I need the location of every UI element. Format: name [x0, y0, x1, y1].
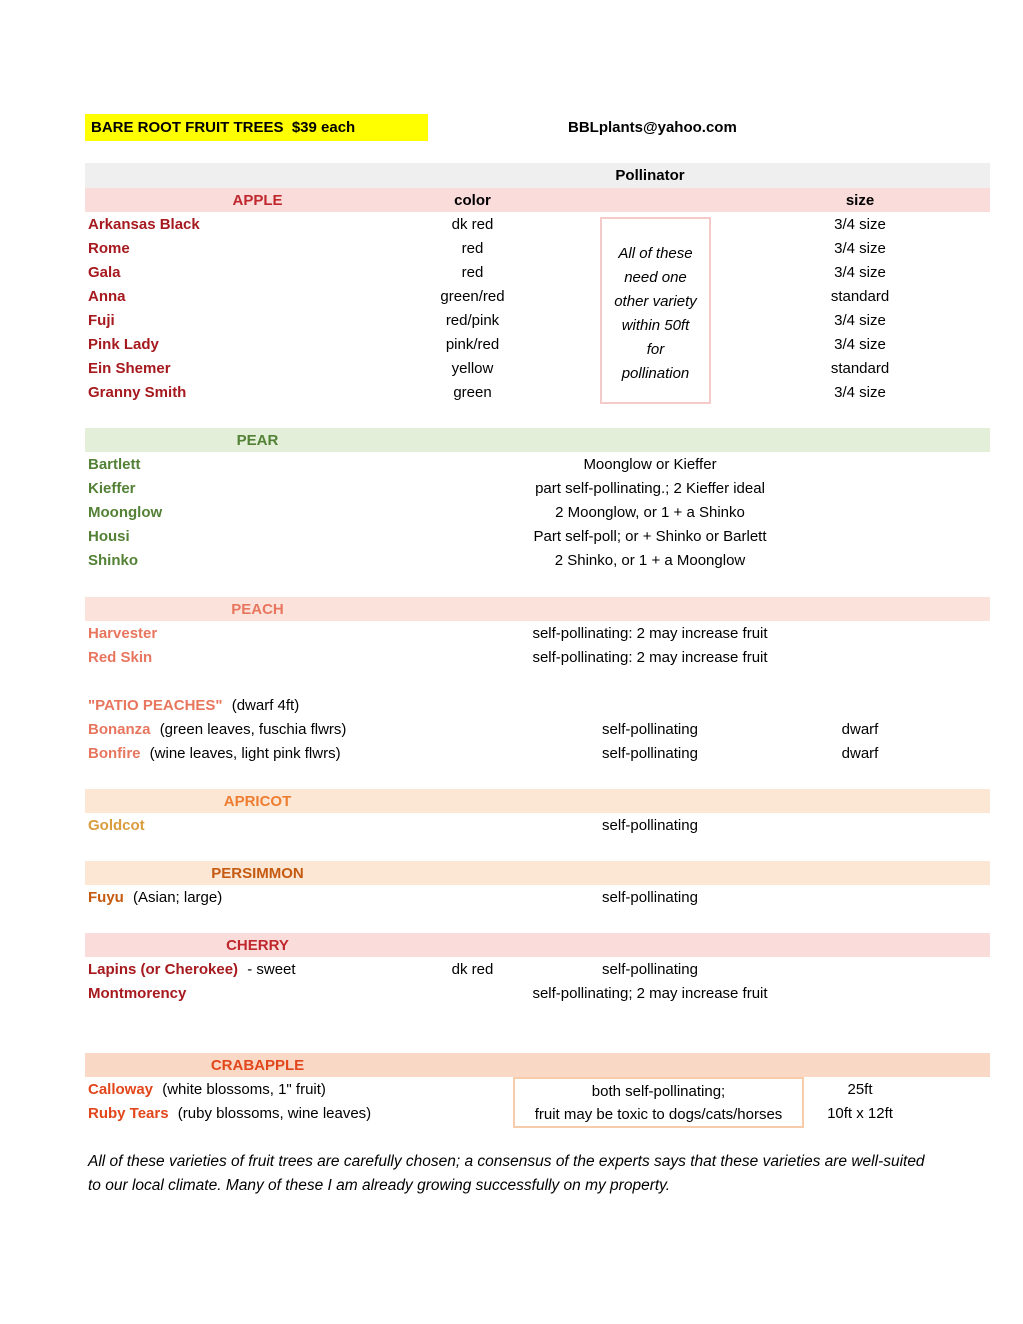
note-line: need one	[624, 269, 687, 286]
variety-name: Granny Smith	[88, 383, 187, 401]
table-row	[85, 741, 990, 765]
variety-name: Fuyu	[88, 888, 124, 906]
table-row	[85, 284, 990, 308]
section-header-apple	[85, 188, 990, 212]
variety-pollinator: self-pollinating	[602, 744, 698, 762]
table-row	[85, 621, 990, 645]
variety-pollinator: self-pollinating: 2 may increase fruit	[532, 624, 768, 642]
note-line: for	[646, 341, 665, 358]
section-header-cherry	[85, 933, 990, 957]
variety-color: dk red	[451, 215, 494, 233]
table-row	[85, 981, 990, 1005]
cherry-section-label: CHERRY	[226, 936, 289, 954]
variety-size: standard	[830, 287, 890, 305]
variety-pollinator: 2 Moonglow, or 1 + a Shinko	[555, 503, 745, 521]
variety-name: Bartlett	[88, 455, 141, 473]
variety-description: - sweet	[247, 960, 296, 978]
variety-pollinator: 2 Shinko, or 1 + a Moonglow	[554, 551, 746, 569]
pollination-note-box	[600, 217, 711, 404]
table-row	[85, 717, 990, 741]
patio-peaches-title: "PATIO PEACHES"	[88, 696, 223, 714]
pear-rows	[85, 452, 990, 572]
variety-pollinator: self-pollinating: 2 may increase fruit	[532, 648, 768, 666]
variety-color: pink/red	[445, 335, 500, 353]
apple-section-label: APPLE	[232, 191, 283, 209]
variety-name: Pink Lady	[88, 335, 159, 353]
section-header-crabapple	[85, 1053, 990, 1077]
table-row	[85, 500, 990, 524]
table-row	[85, 957, 990, 981]
table-row	[85, 260, 990, 284]
persimmon-section-label: PERSIMMON	[211, 864, 304, 882]
apple-rows	[85, 212, 990, 404]
table-row	[85, 212, 990, 236]
variety-pollinator: self-pollinating	[602, 720, 698, 738]
table-row	[85, 452, 990, 476]
table-row	[85, 476, 990, 500]
variety-pollinator: Part self-poll; or + Shinko or Barlett	[533, 527, 767, 545]
variety-description: (green leaves, fuschia flwrs)	[159, 720, 347, 738]
variety-pollinator: self-pollinating	[602, 816, 698, 834]
table-row	[85, 236, 990, 260]
section-header-apricot	[85, 789, 990, 813]
variety-name: Fuji	[88, 311, 115, 329]
variety-pollinator: Moonglow or Kieffer	[583, 455, 717, 473]
variety-name: Rome	[88, 239, 130, 257]
variety-name: Housi	[88, 527, 130, 545]
variety-size: 3/4 size	[834, 335, 886, 353]
crabapple-section-label: CRABAPPLE	[210, 1056, 305, 1074]
note-line: within 50ft	[621, 317, 690, 334]
variety-size: 3/4 size	[834, 383, 886, 401]
variety-name: Anna	[88, 287, 126, 305]
variety-size: dwarf	[841, 744, 879, 762]
note-line: other variety	[614, 293, 697, 310]
persimmon-rows	[85, 885, 990, 909]
color-column-header: color	[454, 191, 491, 209]
document-title: BARE ROOT FRUIT TREES $39 each	[85, 114, 428, 141]
variety-color: green/red	[440, 287, 505, 305]
crabapple-note-box	[513, 1077, 804, 1128]
variety-color: red	[461, 263, 484, 281]
variety-pollinator: part self-pollinating.; 2 Kieffer ideal	[535, 479, 765, 497]
note-line: All of these	[618, 245, 693, 262]
note-line: fruit may be toxic to dogs/cats/horses	[534, 1106, 783, 1123]
pollinator-column-header: Pollinator	[615, 167, 685, 184]
peach-rows	[85, 621, 990, 765]
variety-size: 3/4 size	[834, 311, 886, 329]
table-row	[85, 308, 990, 332]
variety-pollinator: self-pollinating	[602, 888, 698, 906]
variety-color: red	[461, 239, 484, 257]
variety-size: standard	[830, 359, 890, 377]
fruit-tree-table	[85, 163, 990, 1125]
peach-section-label: PEACH	[231, 600, 284, 618]
apricot-rows	[85, 813, 990, 837]
variety-description: (white blossoms, 1" fruit)	[162, 1080, 326, 1098]
section-header-persimmon	[85, 861, 990, 885]
variety-color: green	[453, 383, 492, 401]
variety-name: Moonglow	[88, 503, 163, 521]
variety-name: Ein Shemer	[88, 359, 171, 377]
variety-pollinator: self-pollinating; 2 may increase fruit	[532, 984, 768, 1002]
contact-email: BBLplants@yahoo.com	[568, 119, 737, 136]
variety-description: (ruby blossoms, wine leaves)	[177, 1104, 372, 1122]
crabapple-rows	[85, 1077, 990, 1125]
variety-size: 25ft	[847, 1080, 873, 1098]
note-line: pollination	[621, 365, 690, 382]
section-header-peach	[85, 597, 990, 621]
variety-name: Montmorency	[88, 984, 187, 1002]
table-row	[85, 380, 990, 404]
variety-name: Red Skin	[88, 648, 153, 666]
cherry-rows	[85, 957, 990, 1005]
variety-name: Shinko	[88, 551, 139, 569]
table-row	[85, 356, 990, 380]
footer-note: All of these varieties of fruit trees are carefully chosen; a consensus of the experts says that these varieties are well-suited to our local climate. Many of these I am already growing successfully on my property.	[88, 1153, 925, 1194]
variety-description: (wine leaves, light pink flwrs)	[149, 744, 341, 762]
variety-size: 3/4 size	[834, 215, 886, 233]
patio-peaches-note: (dwarf 4ft)	[231, 696, 300, 714]
variety-description: (Asian; large)	[133, 888, 223, 906]
table-row	[85, 548, 990, 572]
apricot-section-label: APRICOT	[223, 792, 292, 810]
variety-size: 10ft x 12ft	[827, 1104, 893, 1122]
variety-size: 3/4 size	[834, 239, 886, 257]
variety-name: Ruby Tears	[88, 1104, 169, 1122]
note-line: both self-pollinating;	[591, 1083, 726, 1100]
size-column-header: size	[845, 191, 875, 209]
variety-name: Bonanza	[88, 720, 151, 738]
table-row	[85, 885, 990, 909]
table-row	[85, 524, 990, 548]
variety-name: Arkansas Black	[88, 215, 200, 233]
variety-name: Lapins (or Cherokee)	[88, 960, 239, 978]
variety-size: dwarf	[841, 720, 879, 738]
variety-name: Goldcot	[88, 816, 145, 834]
variety-name: Gala	[88, 263, 121, 281]
pear-section-label: PEAR	[236, 431, 279, 449]
variety-color: red/pink	[445, 311, 500, 329]
variety-name: Kieffer	[88, 479, 136, 497]
table-row	[85, 332, 990, 356]
table-row	[85, 813, 990, 837]
variety-color: dk red	[451, 960, 494, 978]
variety-name: Calloway	[88, 1080, 154, 1098]
section-header-pear	[85, 428, 990, 452]
variety-name: Harvester	[88, 624, 158, 642]
variety-size: 3/4 size	[834, 263, 886, 281]
variety-name: Bonfire	[88, 744, 141, 762]
variety-pollinator: self-pollinating	[602, 960, 698, 978]
table-row	[85, 645, 990, 669]
variety-color: yellow	[451, 359, 494, 377]
pollinator-header-band	[85, 163, 990, 188]
patio-peaches-heading	[85, 693, 990, 717]
